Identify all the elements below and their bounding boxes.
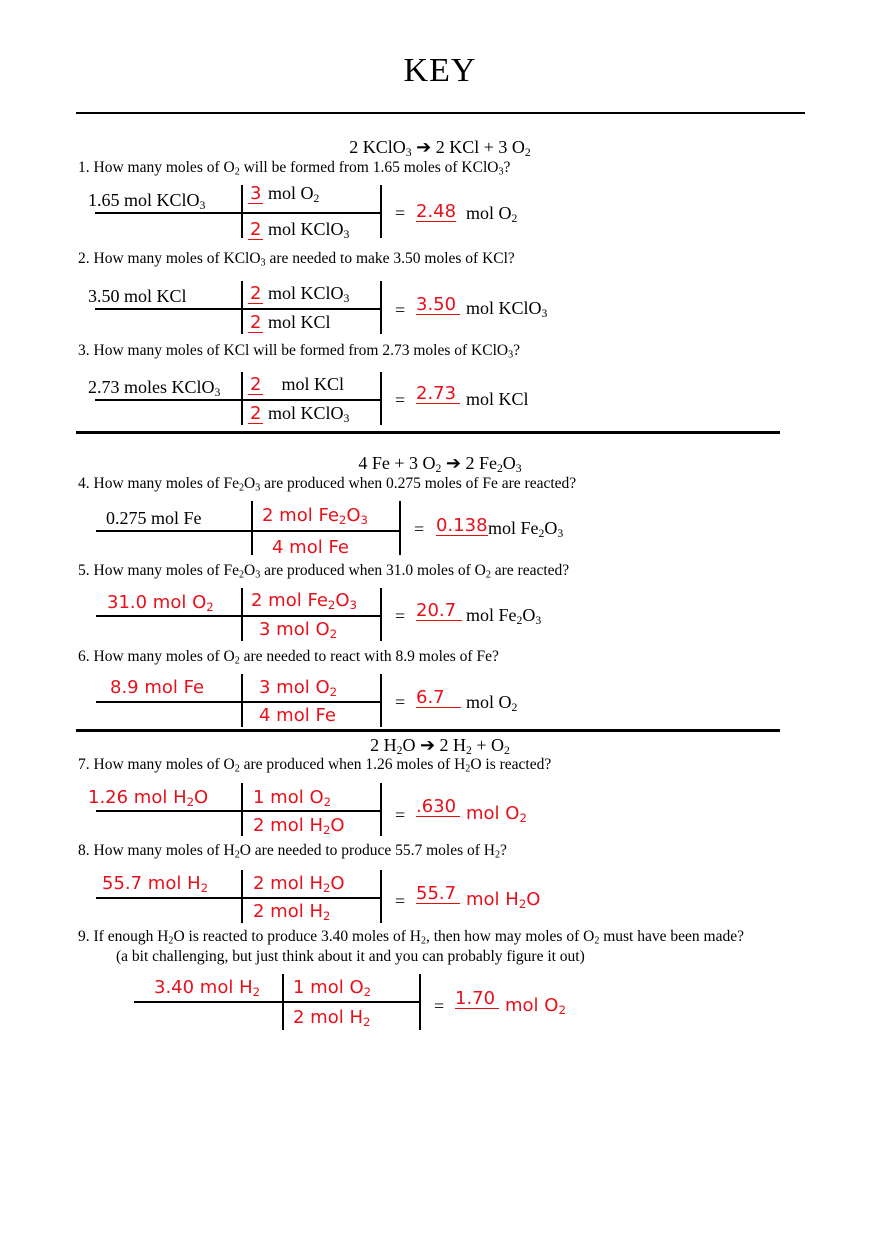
divider-3b	[380, 372, 382, 425]
denominator-9: 2 mol $H_2$	[293, 1007, 371, 1029]
equation-1: 2 KClO$_3$ ➔ 2 KCl + 3 $O_2$	[349, 137, 531, 159]
divider-6b	[380, 674, 382, 727]
fraction-line-5	[96, 615, 380, 617]
equation-2: 4 Fe + 3 $O_2$ ➔ 2 $Fe_2O_3$	[358, 453, 522, 475]
fraction-line-7	[96, 810, 380, 812]
fraction-line-6	[96, 701, 380, 703]
fraction-line-1	[95, 212, 380, 214]
given-6: 8.9 mol Fe	[110, 677, 205, 698]
divider-5b	[380, 588, 382, 641]
numerator-6: 3 mol $O_2$	[259, 677, 338, 699]
answer-8: 55.7	[416, 883, 460, 904]
question-4: 4. How many moles of $Fe_2O_3$ are produced when 0.275 moles of Fe are reacted?	[78, 475, 577, 494]
answer-unit-9: mol $O_2$	[505, 995, 566, 1017]
question-7: 7. How many moles of $O_2$ are produced when 1.26 moles of $H_2O$ is reacted?	[78, 756, 552, 775]
denominator-3: 2 mol KClO$_3$	[250, 403, 350, 425]
question-2: 2. How many moles of KClO$_3$ are needed to make 3.50 moles of KCl?	[78, 250, 515, 269]
denominator-4: 4 mol Fe	[272, 537, 349, 558]
section-divider-2	[76, 729, 780, 732]
question-5: 5. How many moles of $Fe_2O_3$ are produced when 31.0 moles of $O_2$ are reacted?	[78, 562, 570, 581]
denominator-8: 2 mol $H_2$	[253, 901, 331, 923]
answer-unit-7: mol $O_2$	[466, 803, 527, 825]
given-8: 55.7 mol $H_2$	[102, 873, 209, 895]
numerator-2: 2 mol KClO$_3$	[250, 283, 350, 305]
title-divider	[76, 112, 805, 114]
fraction-line-2	[95, 308, 380, 310]
divider-6a	[241, 674, 243, 727]
divider-7b	[380, 783, 382, 836]
divider-5a	[241, 588, 243, 641]
fraction-line-3	[95, 399, 380, 401]
answer-5: 20.7	[416, 600, 462, 621]
answer-unit-5: mol $Fe_2O_3$	[466, 605, 542, 627]
question-3: 3. How many moles of KCl will be formed from 2.73 moles of KClO$_3$?	[78, 342, 520, 361]
divider-8b	[380, 870, 382, 923]
divider-3a	[241, 372, 243, 425]
equals-2: =	[395, 300, 406, 320]
answer-1: 2.48	[416, 201, 457, 222]
question-8: 8. How many moles of $H_2O$ are needed to produce 55.7 moles of $H_2$?	[78, 842, 507, 861]
given-5: 31.0 mol $O_2$	[107, 592, 214, 614]
equals-3: =	[395, 390, 406, 410]
divider-8a	[241, 870, 243, 923]
equals-7: =	[395, 805, 406, 825]
answer-9: 1.70	[455, 988, 499, 1009]
equals-8: =	[395, 891, 406, 911]
divider-1b	[380, 185, 382, 238]
numerator-7: 1 mol $O_2$	[253, 787, 332, 809]
equals-9: =	[434, 996, 445, 1016]
equals-5: =	[395, 606, 406, 626]
given-2: 3.50 mol KCl	[88, 286, 187, 306]
given-9: 3.40 mol $H_2$	[154, 977, 261, 999]
fraction-line-4	[96, 530, 400, 532]
answer-unit-4: mol $Fe_2O_3$	[488, 518, 564, 540]
answer-unit-2: mol KClO$_3$	[466, 298, 548, 320]
divider-2b	[380, 281, 382, 334]
answer-unit-3: mol KCl	[466, 389, 529, 409]
numerator-5: 2 mol $Fe_2O_3$	[251, 590, 357, 612]
answer-3: 2.73	[416, 383, 460, 404]
question-9-note: (a bit challenging, but just think about it and you can probably figure it out)	[116, 948, 585, 965]
denominator-7: 2 mol $H_2O$	[253, 815, 345, 837]
question-9: 9. If enough $H_2O$ is reacted to produce 3.40 moles of $H_2$, then how may moles of $O_2$ must have been made?	[78, 928, 744, 947]
divider-9b	[419, 974, 421, 1030]
numerator-3: 2 mol KCl	[250, 374, 344, 395]
answer-unit-6: mol $O_2$	[466, 692, 518, 714]
divider-9a	[282, 974, 284, 1030]
fraction-line-9	[134, 1001, 420, 1003]
equals-4: =	[414, 519, 425, 539]
answer-unit-8: mol $H_2O$	[466, 889, 541, 911]
divider-2a	[241, 281, 243, 334]
answer-unit-1: mol $O_2$	[466, 203, 518, 225]
numerator-4: 2 mol $Fe_2O_3$	[262, 505, 368, 527]
given-1: 1.65 mol KClO$_3$	[88, 190, 206, 212]
numerator-1: 3 mol $O_2$	[250, 183, 320, 205]
numerator-8: 2 mol $H_2O$	[253, 873, 345, 895]
answer-4: 0.138	[436, 515, 488, 536]
equation-3: 2 $H_2O$ ➔ 2 $H_2 + O_2$	[370, 735, 510, 757]
question-1: 1. How many moles of $O_2$ will be formed from 1.65 moles of KClO$_3$?	[78, 159, 511, 178]
denominator-5: 3 mol $O_2$	[259, 619, 338, 641]
denominator-1: 2 mol KClO$_3$	[250, 219, 350, 241]
given-3: 2.73 moles KClO$_3$	[88, 377, 221, 399]
page-title: KEY	[403, 52, 477, 89]
divider-4a	[251, 501, 253, 555]
denominator-2: 2 mol KCl	[250, 312, 331, 333]
given-7: 1.26 mol $H_2O$	[88, 787, 209, 809]
answer-2: 3.50	[416, 294, 460, 315]
answer-6: 6.7	[416, 687, 461, 708]
equals-6: =	[395, 692, 406, 712]
divider-1a	[241, 185, 243, 238]
question-6: 6. How many moles of $O_2$ are needed to react with 8.9 moles of Fe?	[78, 648, 499, 667]
divider-7a	[241, 783, 243, 836]
divider-4b	[399, 501, 401, 555]
denominator-6: 4 mol Fe	[259, 705, 336, 726]
numerator-9: 1 mol $O_2$	[293, 977, 372, 999]
section-divider-1	[76, 431, 780, 434]
answer-7: .630	[416, 796, 460, 817]
equals-1: =	[395, 203, 406, 223]
given-4: 0.275 mol Fe	[106, 508, 202, 528]
fraction-line-8	[96, 897, 380, 899]
